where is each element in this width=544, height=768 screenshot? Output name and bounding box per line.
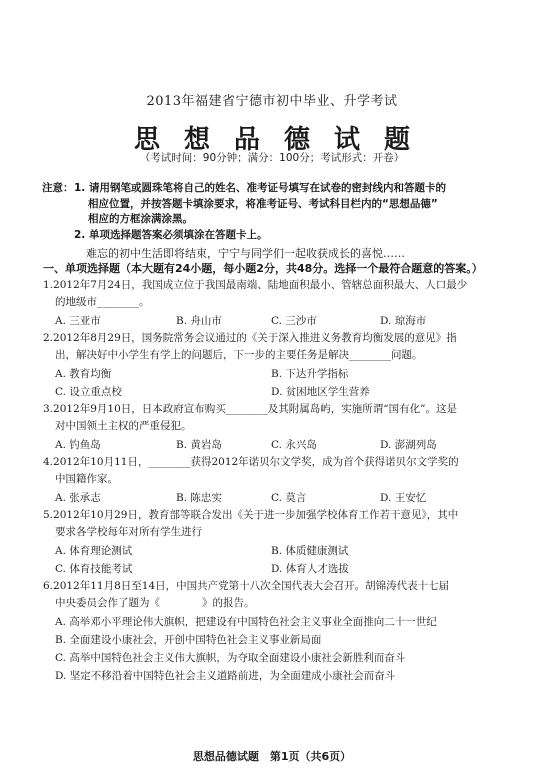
option-c: C. 设立重点校 (55, 386, 122, 398)
exam-subtitle: 2013年福建省宁德市初中毕业、升学考试 (146, 94, 398, 109)
question-4-line-1: 4.2012年10月11日，________获得2012年诺贝尔文学奖，成为首个获得诺贝尔文学奖的 (43, 456, 459, 468)
option-d: D. 澎湖列岛 (380, 439, 437, 451)
option-b: B. 体质健康测试 (271, 545, 349, 557)
option-c: C. 莫言 (271, 492, 307, 504)
notes-block (42, 181, 514, 243)
question-1-line-2: 的地级市________。 (55, 296, 150, 308)
option-b: B. 全面建设小康社会，开创中国特色社会主义事业新局面 (55, 634, 322, 646)
question-1-line-1: 1.2012年7月24日，我国成立位于我国最南端、陆地面积最小、管辖总面积最大、人口最少 (43, 279, 468, 291)
option-a: A. 体育理论测试 (55, 545, 133, 557)
question-3-line-1: 3.2012年9月10日，日本政府宣布购买________及其附属岛屿，实施所谓“国有化”。这是 (43, 403, 458, 415)
option-d: D. 坚定不移沿着中国特色社会主义道路前进，为全面建成小康社会而奋斗 (55, 670, 396, 682)
question-2-line-1: 2.2012年8月29日，国务院常务会议通过的《关于深入推进义务教育均衡发展的意见》指 (43, 332, 457, 344)
option-c: C. 三沙市 (271, 315, 317, 327)
question-4-line-2: 中国籍作家。 (55, 473, 118, 485)
option-b: B. 陈忠实 (176, 492, 222, 504)
page-footer: 思想品德试题 第1页（共6页） (192, 750, 352, 763)
question-6-line-2: 中央委员会作了题为《 》的报告。 (55, 597, 255, 609)
note-line: 相应的方框涂满涂黑。 (88, 213, 193, 225)
question-5-line-2: 要求各学校每年对所有学生进行 (55, 526, 202, 538)
option-d: D. 体育人才选拔 (271, 563, 349, 575)
question-5-line-1: 5.2012年10月29日，教育部等联合发出《关于进一步加强学校体育工作若干意见》，其中 (43, 509, 459, 521)
option-a: A. 张承志 (55, 492, 101, 504)
option-b: B. 舟山市 (176, 315, 222, 327)
option-a: A. 钓鱼岛 (55, 439, 101, 451)
option-c: C. 高举中国特色社会主义伟大旗帜，为夺取全面建设小康社会新胜利而奋斗 (55, 652, 406, 664)
question-6-line-1: 6.2012年11月8日至14日，中国共产党第十八次全国代表大会召开。胡锦涛代表十七届 (43, 580, 450, 592)
option-b: B. 黄岩岛 (176, 439, 222, 451)
exam-title: 思想品德试题 (133, 125, 434, 155)
intro-text: 难忘的初中生活即将结束，宁宁与同学们一起收获成长的喜悦…… (86, 247, 405, 260)
note-line: 1. 请用钢笔或圆珠笔将自己的姓名、准考证号填写在试卷的密封线内和答题卡的 (74, 182, 446, 194)
note-line: 相应位置，并按答题卡填涂要求，将准考证号、考试科目栏内的“思想品德” (88, 197, 438, 210)
option-d: D. 王安忆 (380, 492, 427, 504)
question-2-line-2: 出，解决好中小学生有学上的问题后，下一步的主要任务是解决________问题。 (55, 349, 423, 361)
option-c: C. 体育技能考试 (55, 563, 133, 575)
exam-info: （考试时间：90分钟；满分：100分；考试形式：开卷） (139, 152, 405, 164)
option-d: D. 贫困地区学生营养 (271, 386, 370, 398)
section-heading: 一、单项选择题（本大题有24小题，每小题2分，共48分。选择一个最符合题意的答案。） (43, 262, 483, 275)
option-d: D. 琼海市 (380, 315, 427, 327)
note-line: 2. 单项选择题答案必须填涂在答题卡上。 (74, 228, 268, 241)
option-a: A. 三亚市 (55, 315, 101, 327)
option-b: B. 下达升学指标 (271, 368, 349, 380)
option-a: A. 教育均衡 (55, 368, 112, 380)
option-a: A. 高举邓小平理论伟大旗帜，把建设有中国特色社会主义事业全面推向二十一世纪 (55, 616, 437, 628)
notes-label: 注意： (42, 182, 74, 194)
option-c: C. 永兴岛 (271, 439, 317, 451)
question-3-line-2: 对中国领土主权的严重侵犯。 (55, 420, 192, 432)
